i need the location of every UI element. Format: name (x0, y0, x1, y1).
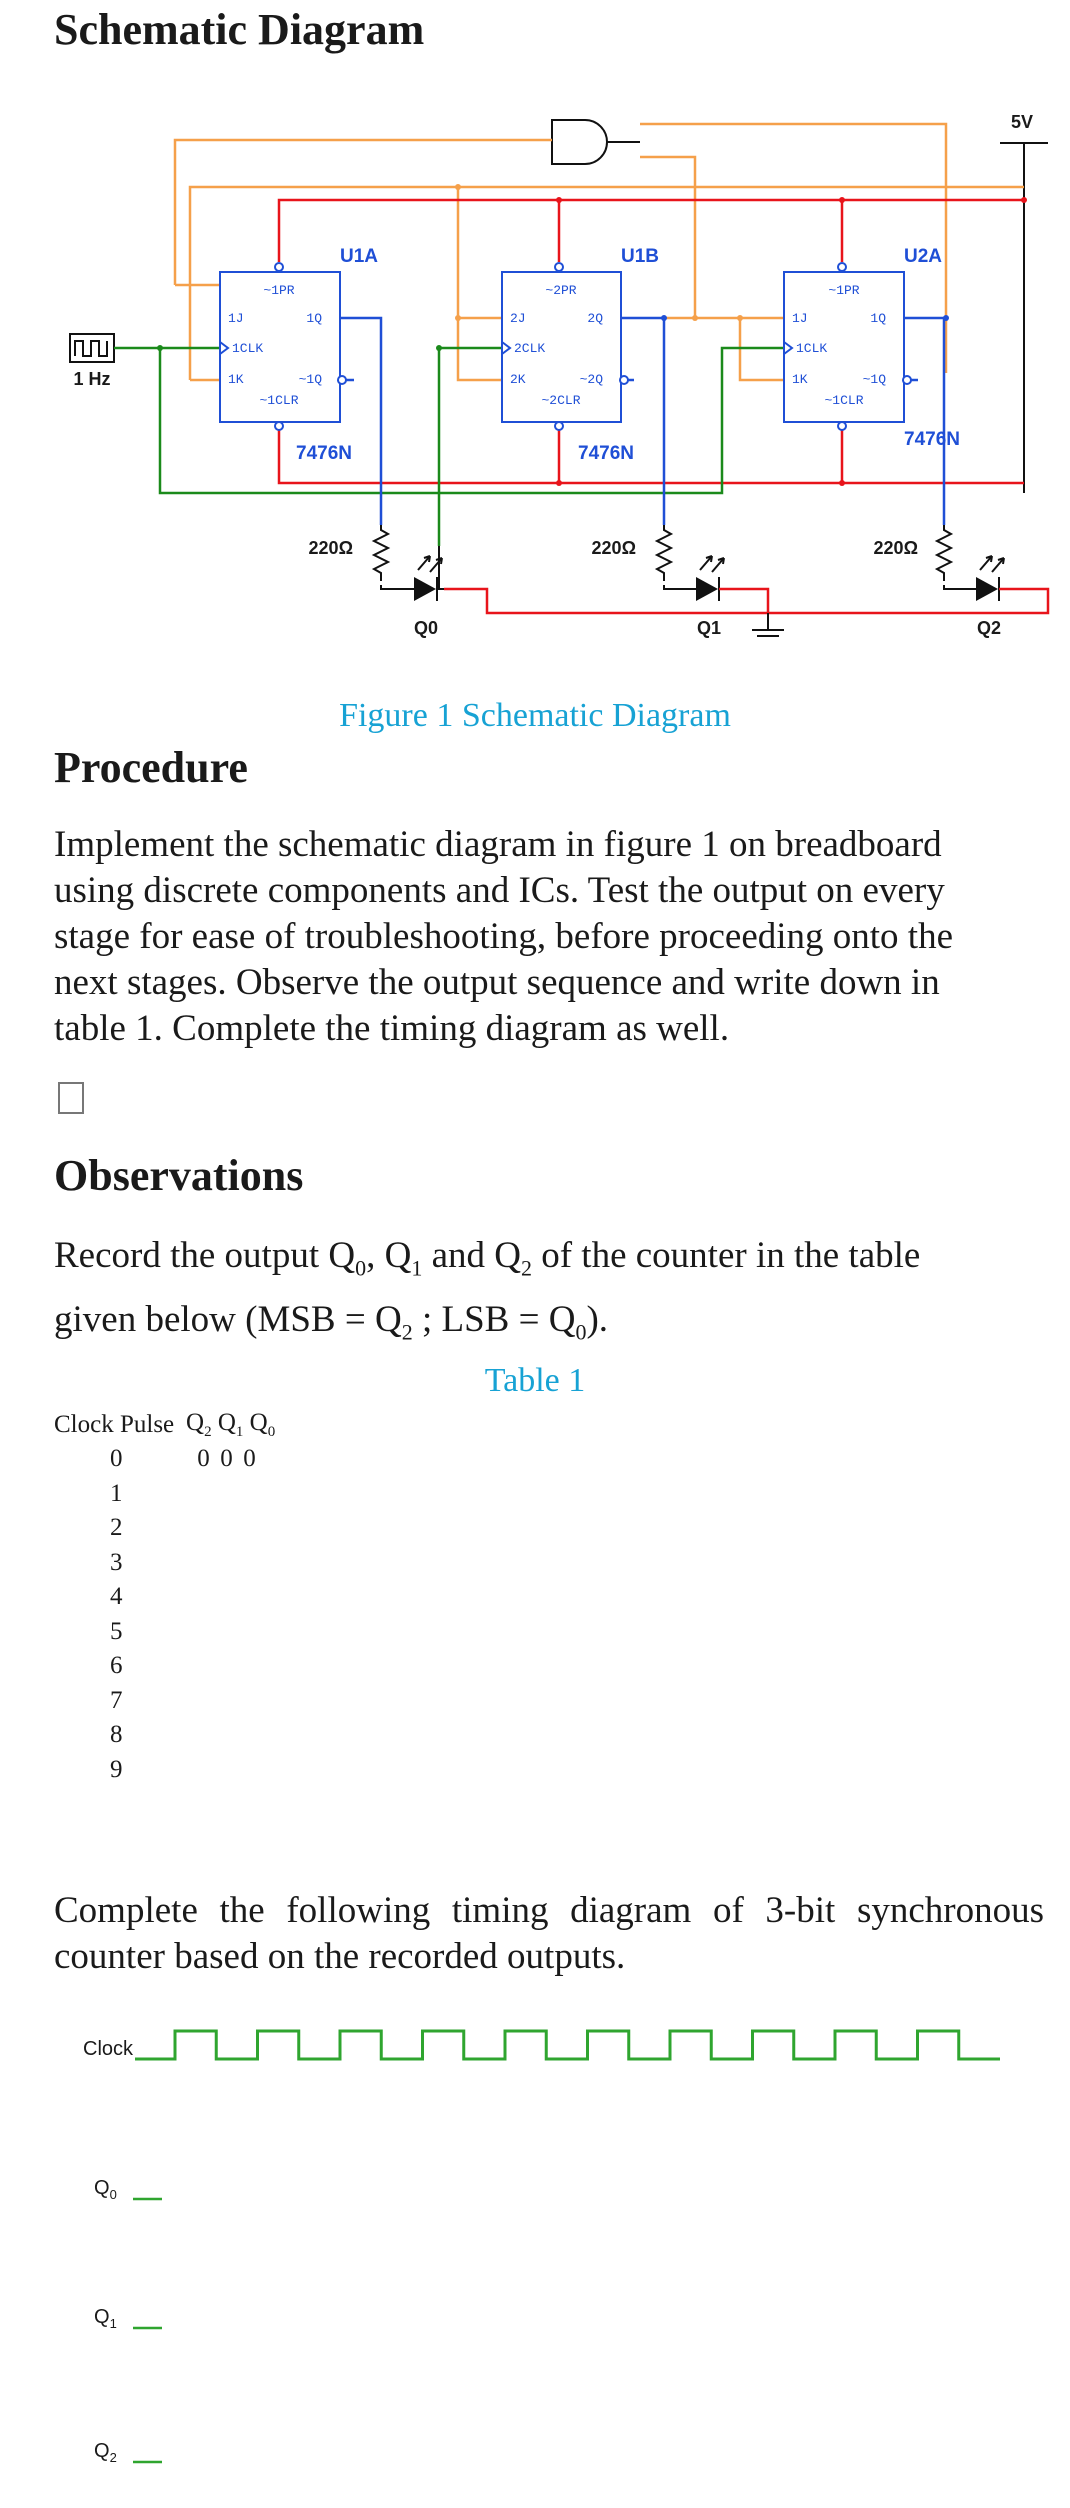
clock-pulse-cell: 8 (110, 1721, 123, 1748)
q-values-cell (186, 1442, 275, 1477)
led-label-q1: Q1 (696, 618, 722, 638)
table-row (54, 1477, 275, 1512)
ic-part: 7476N (578, 443, 634, 464)
pin-clr: ~1CLR (824, 393, 864, 408)
pin-qn: ~1Q (298, 372, 322, 387)
procedure-text: Implement the schematic diagram in figure 1 on breadboard using discrete components and ICs. Test the output on every stage for ease of troubleshooting, before proceeding onto the next stages. Observe the output sequence and write down in table 1. Complete the timing diagram as well. (54, 824, 954, 1049)
timing-diagram (0, 2000, 1070, 2508)
led-q0 (381, 556, 444, 601)
pin-k: 2K (510, 372, 526, 387)
pin-k: 1K (792, 372, 808, 387)
col-clock-pulse: Clock Pulse (54, 1411, 175, 1438)
ic-u1a (220, 246, 378, 464)
ground-symbol (752, 613, 784, 640)
clock-pulse-cell: 6 (110, 1652, 123, 1679)
clock-pulse-cell: 2 (110, 1514, 123, 1541)
pin-clr: ~1CLR (259, 393, 299, 408)
resistor-q2 (937, 525, 951, 581)
and-gate (552, 120, 640, 164)
schematic-heading: Schematic Diagram (54, 5, 425, 54)
clock-waveform (135, 2031, 1000, 2059)
observations-heading: Observations (54, 1151, 304, 1200)
pin-clk: 2CLK (514, 341, 546, 356)
ic-ref: U1A (340, 246, 379, 267)
table-row (54, 1615, 275, 1650)
ic-part: 7476N (904, 429, 960, 450)
q-values-cell (186, 1511, 275, 1546)
observations-intro: Record the output $Q_0$, $Q_1$ and $Q_2$ of the counter in the table given below ($MSB = Q_2$ ; LSB = $Q_0$). (54, 1235, 921, 1345)
clock-label: Clock (83, 2038, 134, 2060)
q-values-cell (186, 1753, 275, 1788)
clock-pulse-cell: 9 (110, 1755, 123, 1783)
q-values-cell (186, 1615, 275, 1650)
pin-j: 1J (792, 311, 808, 326)
clock-source-label: 1 Hz (73, 369, 111, 389)
pin-k: 1K (228, 372, 244, 387)
checkbox[interactable] (58, 1082, 84, 1114)
col-q: $Q_2$ $Q_1$ $Q_0$ (186, 1409, 276, 1440)
pin-qn: ~1Q (862, 372, 886, 387)
clock-pulse-cell: 3 (110, 1548, 123, 1576)
pin-q: 1Q (870, 311, 886, 326)
clock-waveform-path (135, 2031, 1000, 2059)
figure-caption: Figure 1 Schematic Diagram (339, 697, 731, 734)
led-q1 (664, 556, 724, 601)
observations-table (54, 1408, 275, 1787)
q-value-q0: 0 (243, 1445, 256, 1472)
resistor-label: 220Ω (873, 538, 918, 558)
q-value-q2: 0 (197, 1445, 210, 1472)
pin-clk: 1CLK (232, 341, 264, 356)
procedure-heading: Procedure (54, 743, 248, 792)
table-row (54, 1580, 275, 1615)
table-row (54, 1546, 275, 1581)
clock-pulse-cell: 7 (110, 1686, 123, 1714)
clock-pulse-cell: 5 (110, 1617, 123, 1645)
table-row (54, 1718, 275, 1753)
q-values-cell (186, 1580, 275, 1615)
pin-clk: 1CLK (796, 341, 828, 356)
timing-text: Complete the following timing diagram of 3-bit synchronous counter based on the recorded outputs. (54, 1890, 1044, 1977)
pin-q: 2Q (587, 311, 603, 326)
pin-j: 2J (510, 311, 526, 326)
table-row (54, 1442, 275, 1477)
table-row (54, 1649, 275, 1684)
resistor-q0 (374, 525, 388, 581)
q-values-cell (186, 1546, 275, 1581)
clock-source (70, 334, 114, 362)
ic-ref: U1B (621, 246, 660, 267)
q0-label: $Q_0$ (94, 2177, 117, 2202)
led-q2 (944, 556, 1004, 601)
pin-clr: ~2CLR (541, 393, 581, 408)
ic-u2a (784, 246, 960, 450)
table-row (54, 1511, 275, 1546)
pin-j: 1J (228, 311, 244, 326)
q1-label: $Q_1$ (94, 2306, 117, 2331)
pin-qn: ~2Q (579, 372, 603, 387)
pin-pr: ~2PR (545, 283, 577, 298)
led-label-q2: Q2 (976, 618, 1002, 638)
table-caption: Table 1 (484, 1362, 586, 1399)
supply-label: 5V (1010, 112, 1034, 132)
table-row (54, 1684, 275, 1719)
ic-part: 7476N (296, 443, 352, 464)
clock-pulse-cell: 1 (110, 1479, 123, 1507)
pin-pr: ~1PR (828, 283, 860, 298)
q-values-cell (186, 1718, 275, 1753)
resistor-label: 220Ω (591, 538, 636, 558)
pin-q: 1Q (306, 311, 322, 326)
q-values-cell (186, 1477, 275, 1512)
schematic-diagram (0, 80, 1070, 640)
resistor-label: 220Ω (308, 538, 353, 558)
clock-pulse-cell: 0 (110, 1445, 123, 1472)
led-label-q0: Q0 (413, 618, 439, 638)
q-values-cell (186, 1649, 275, 1684)
q2-label: $Q_2$ (94, 2440, 117, 2465)
q-value-q1: 0 (220, 1445, 233, 1472)
resistor-q1 (657, 525, 671, 581)
ic-u1b (502, 246, 659, 464)
q-values-cell (186, 1684, 275, 1719)
ic-ref: U2A (904, 246, 943, 267)
table-row (54, 1753, 275, 1788)
clock-pulse-cell: 4 (110, 1583, 123, 1610)
pin-pr: ~1PR (263, 283, 295, 298)
